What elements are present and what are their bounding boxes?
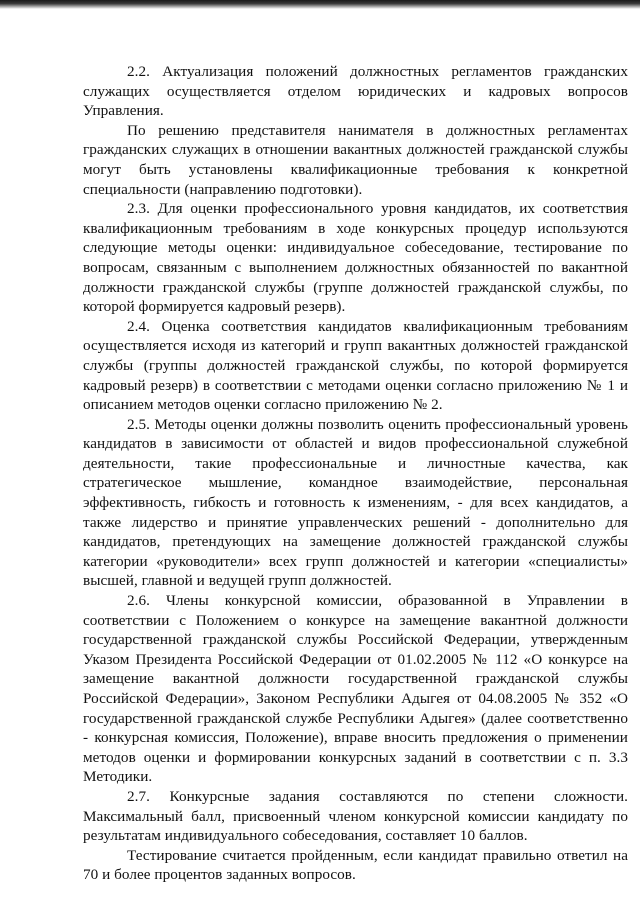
paragraph-2-7-testing: Тестирование считается пройденным, если кандидат правильно ответил на 70 и более процентов заданных вопросов. bbox=[83, 846, 628, 884]
scan-top-edge bbox=[0, 0, 640, 9]
paragraph-2-4: 2.4. Оценка соответствия кандидатов квалификационным требованиям осуществляется исходя из категорий и групп вакантных должностей гражданской службы (группы должностей гражданской службы, по которой формируется кадровый резерв) в соответствии с методами оценки согласно приложению № 1 и описанием методов оценки согласно приложению № 2. bbox=[83, 317, 628, 414]
document-body bbox=[83, 62, 628, 885]
paragraph-2-2: 2.2. Актуализация положений должностных регламентов гражданских служащих осуществляется отделом юридических и кадровых вопросов Управления. bbox=[83, 63, 628, 120]
paragraph-2-6: 2.6. Члены конкурсной комиссии, образованной в Управлении в соответствии с Положением о конкурсе на замещение вакантной должности государственной гражданской службы Российской Федерации, утвержденным Указом Президента Российской Федерации от 01.02.2005 № 112 «О конкурсе на замещение вакантной должности государственной гражданской службы Российской Федерации», Законом Республики Адыгея от 04.08.2005 № 352 «О государственной гражданской службе Республики Адыгея» (далее соответственно - конкурсная комиссия, Положение), вправе вносить предложения о применении методов оценки и формировании конкурсных заданий в соответствии с п. 3.3 Методики. bbox=[83, 592, 628, 786]
paragraph-2-7: 2.7. Конкурсные задания составляются по степени сложности. Максимальный балл, присвоенный членом конкурсной комиссии кандидату по результатам индивидуального собеседования, составляет 10 баллов. bbox=[83, 787, 628, 845]
paragraph-2-3: 2.3. Для оценки профессионального уровня кандидатов, их соответствия квалификационным требованиям в ходе конкурсных процедур используются следующие методы оценки: индивидуальное собеседование, тестирование по вопросам, связанным с выполнением должностных обязанностей по вакантной должности гражданской службы (группе должностей гражданской службы, по которой формируется кадровый резерв). bbox=[83, 200, 628, 316]
paragraph-2-2-continued: По решению представителя нанимателя в должностных регламентах гражданских служащих в отношении вакантных должностей гражданской службы могут быть установлены квалификационные требования к конкретной специальности (направлению подготовки). bbox=[83, 121, 628, 198]
paragraph-2-5: 2.5. Методы оценки должны позволить оценить профессиональный уровень кандидатов в зависимости от областей и видов профессиональной служебной деятельности, такие профессиональные и личностные качества, как стратегическое мышление, командное взаимодействие, персональная эффективность, гибкость и готовность к изменениям, - для всех кандидатов, а также лидерство и принятие управленческих решений - дополнительно для кандидатов, претендующих на замещение должностей гражданской службы категории «руководители» всех групп должностей и категории «специалисты» высшей, главной и ведущей групп должностей. bbox=[83, 415, 628, 590]
